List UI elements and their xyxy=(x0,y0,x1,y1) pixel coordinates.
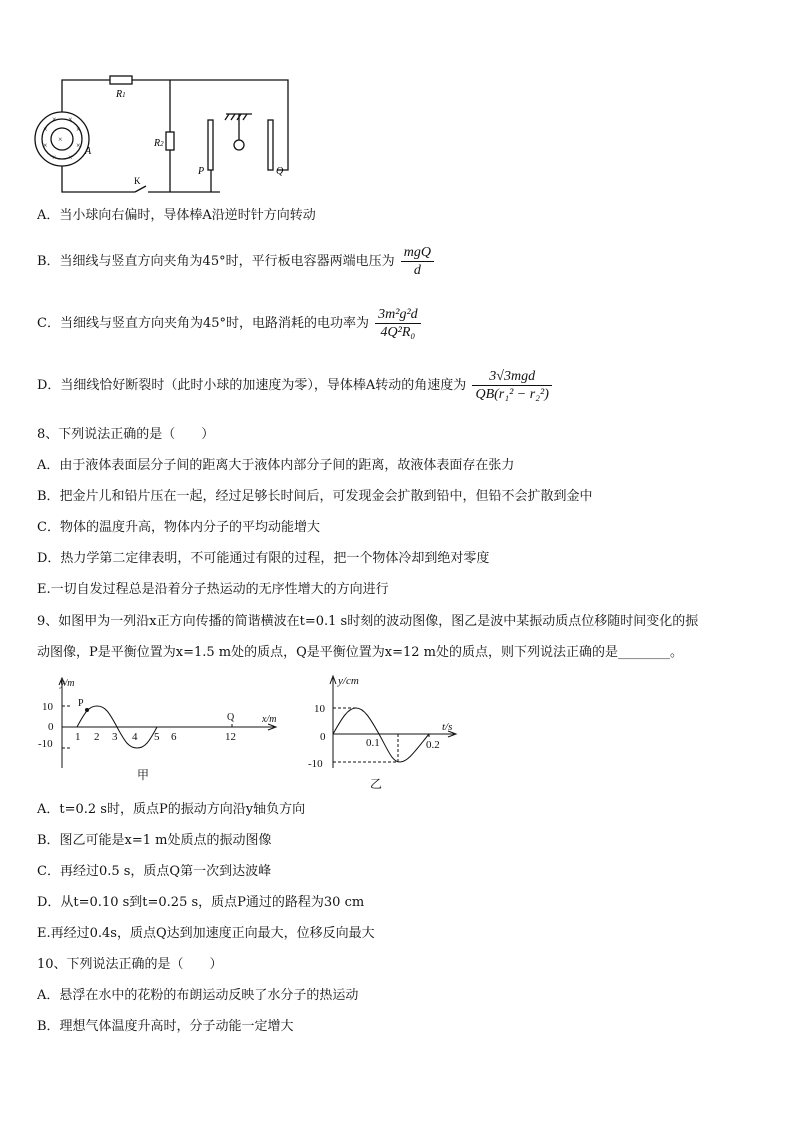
svg-text:y/cm: y/cm xyxy=(338,675,359,687)
svg-text:0: 0 xyxy=(48,721,54,733)
q7-d-fraction: $\frac{\text{3√3mgd}}{\text{QB(r₁² − r₂²)}}$ xyxy=(472,368,551,403)
q7-option-c: C．当细线与竖直方向夹角为45°时，电路消耗的电功率为 $\frac{\text{3m²g²d}}{\text{4Q²R₀}}$ xyxy=(37,306,423,341)
vibration-graph-yi xyxy=(304,672,464,797)
svg-text:x/m: x/m xyxy=(262,714,277,725)
wave-graph-jia xyxy=(34,672,294,787)
svg-text:2: 2 xyxy=(94,731,100,743)
q8-option-d: D．热力学第二定律表明，不可能通过有限的过程，把一个物体冷却到绝对零度 xyxy=(37,551,490,566)
svg-text:Q: Q xyxy=(227,712,235,723)
vibration-curve xyxy=(333,708,429,762)
svg-text:×: × xyxy=(52,115,57,124)
svg-text:6: 6 xyxy=(171,731,177,743)
q8-stem: 8、下列说法正确的是（ ） xyxy=(37,427,215,442)
label-k: K xyxy=(134,176,141,186)
q9-option-c: C．再经过0.5 s，质点Q第一次到达波峰 xyxy=(37,864,272,879)
label-a: A xyxy=(85,146,92,157)
svg-text:P: P xyxy=(78,698,84,709)
q8-option-a: A．由于液体表面层分子间的距离大于液体内部分子间的距离，故液体表面存在张力 xyxy=(37,458,515,473)
svg-text:0: 0 xyxy=(320,731,326,743)
svg-text:×: × xyxy=(68,153,73,162)
q10-option-a: A．悬浮在水中的花粉的布朗运动反映了水分子的热运动 xyxy=(37,988,359,1003)
label-r1: R1 xyxy=(116,89,126,100)
q9-option-d: D．从t=0.10 s到t=0.25 s，质点P通过的路程为30 cm xyxy=(37,895,365,910)
q8-option-c: C．物体的温度升高，物体内分子的平均动能增大 xyxy=(37,520,320,535)
q9-option-b: B．图乙可能是x=1 m处质点的振动图像 xyxy=(37,833,272,848)
q8-option-b: B．把金片儿和铅片压在一起，经过足够长时间后，可发现金会扩散到铅中，但铅不会扩散到金中 xyxy=(37,489,593,504)
svg-text:-10: -10 xyxy=(308,758,323,770)
svg-text:×: × xyxy=(43,141,48,150)
svg-text:0.1: 0.1 xyxy=(366,737,380,749)
svg-text:×: × xyxy=(58,135,63,144)
svg-text:12: 12 xyxy=(225,731,236,743)
svg-text:5: 5 xyxy=(154,731,160,743)
svg-text:甲: 甲 xyxy=(137,768,150,782)
svg-text:t/s: t/s xyxy=(442,721,453,733)
svg-text:3: 3 xyxy=(112,731,118,743)
q9-option-a: A．t=0.2 s时，质点P的振动方向沿y轴负方向 xyxy=(37,802,306,817)
q9-stem-line1: 9、如图甲为一列沿x正方向传播的简谐横波在t=0.1 s时刻的波动图像，图乙是波中某振动质点位移随时间变化的振 xyxy=(37,614,699,629)
circuit-diagram xyxy=(30,70,300,200)
svg-text:×: × xyxy=(76,125,81,134)
svg-text:×: × xyxy=(52,153,57,162)
svg-text:4: 4 xyxy=(132,731,138,743)
svg-text:×: × xyxy=(68,115,73,124)
label-p: P xyxy=(198,166,205,177)
svg-text:y/m: y/m xyxy=(60,678,75,689)
q10-option-b: B．理想气体温度升高时，分子动能一定增大 xyxy=(37,1019,294,1034)
q10-stem: 10、下列说法正确的是（ ） xyxy=(37,957,223,972)
svg-text:×: × xyxy=(76,141,81,150)
svg-text:1: 1 xyxy=(75,731,81,743)
svg-text:0.2: 0.2 xyxy=(426,739,440,751)
q9-option-e: E.再经过0.4s，质点Q达到加速度正向最大，位移反向最大 xyxy=(37,926,375,941)
q7-option-d: D．当细线恰好断裂时（此时小球的加速度为零），导体棒A转动的角速度为 $\frac{\text{3√3mgd}}{\text{QB(r₁² − r₂²)}}$ xyxy=(37,368,554,403)
svg-text:×: × xyxy=(43,125,48,134)
svg-text:乙: 乙 xyxy=(370,777,383,791)
label-r2: R2 xyxy=(154,138,164,149)
svg-text:10: 10 xyxy=(314,703,325,715)
point-p xyxy=(85,708,89,712)
q8-option-e: E.一切自发过程总是沿着分子热运动的无序性增大的方向进行 xyxy=(37,582,389,597)
q7-option-b: B．当细线与竖直方向夹角为45°时，平行板电容器两端电压为 $\frac{\text{mgQ}}{d}$ xyxy=(37,244,436,279)
q7-b-fraction: $\frac{\text{mgQ}}{d}$ xyxy=(401,244,434,279)
label-q: Q xyxy=(276,166,284,177)
svg-text:10: 10 xyxy=(42,701,53,713)
svg-text:-10: -10 xyxy=(38,738,53,750)
q7-c-fraction: $\frac{\text{3m²g²d}}{\text{4Q²R₀}}$ xyxy=(375,306,421,341)
q7-option-a: A．当小球向右偏时，导体棒A沿逆时针方向转动 xyxy=(37,208,316,223)
q9-stem-line2: 动图像，P是平衡位置为x=1.5 m处的质点，Q是平衡位置为x=12 m处的质点，则下列说法正确的是________。 xyxy=(37,645,683,660)
